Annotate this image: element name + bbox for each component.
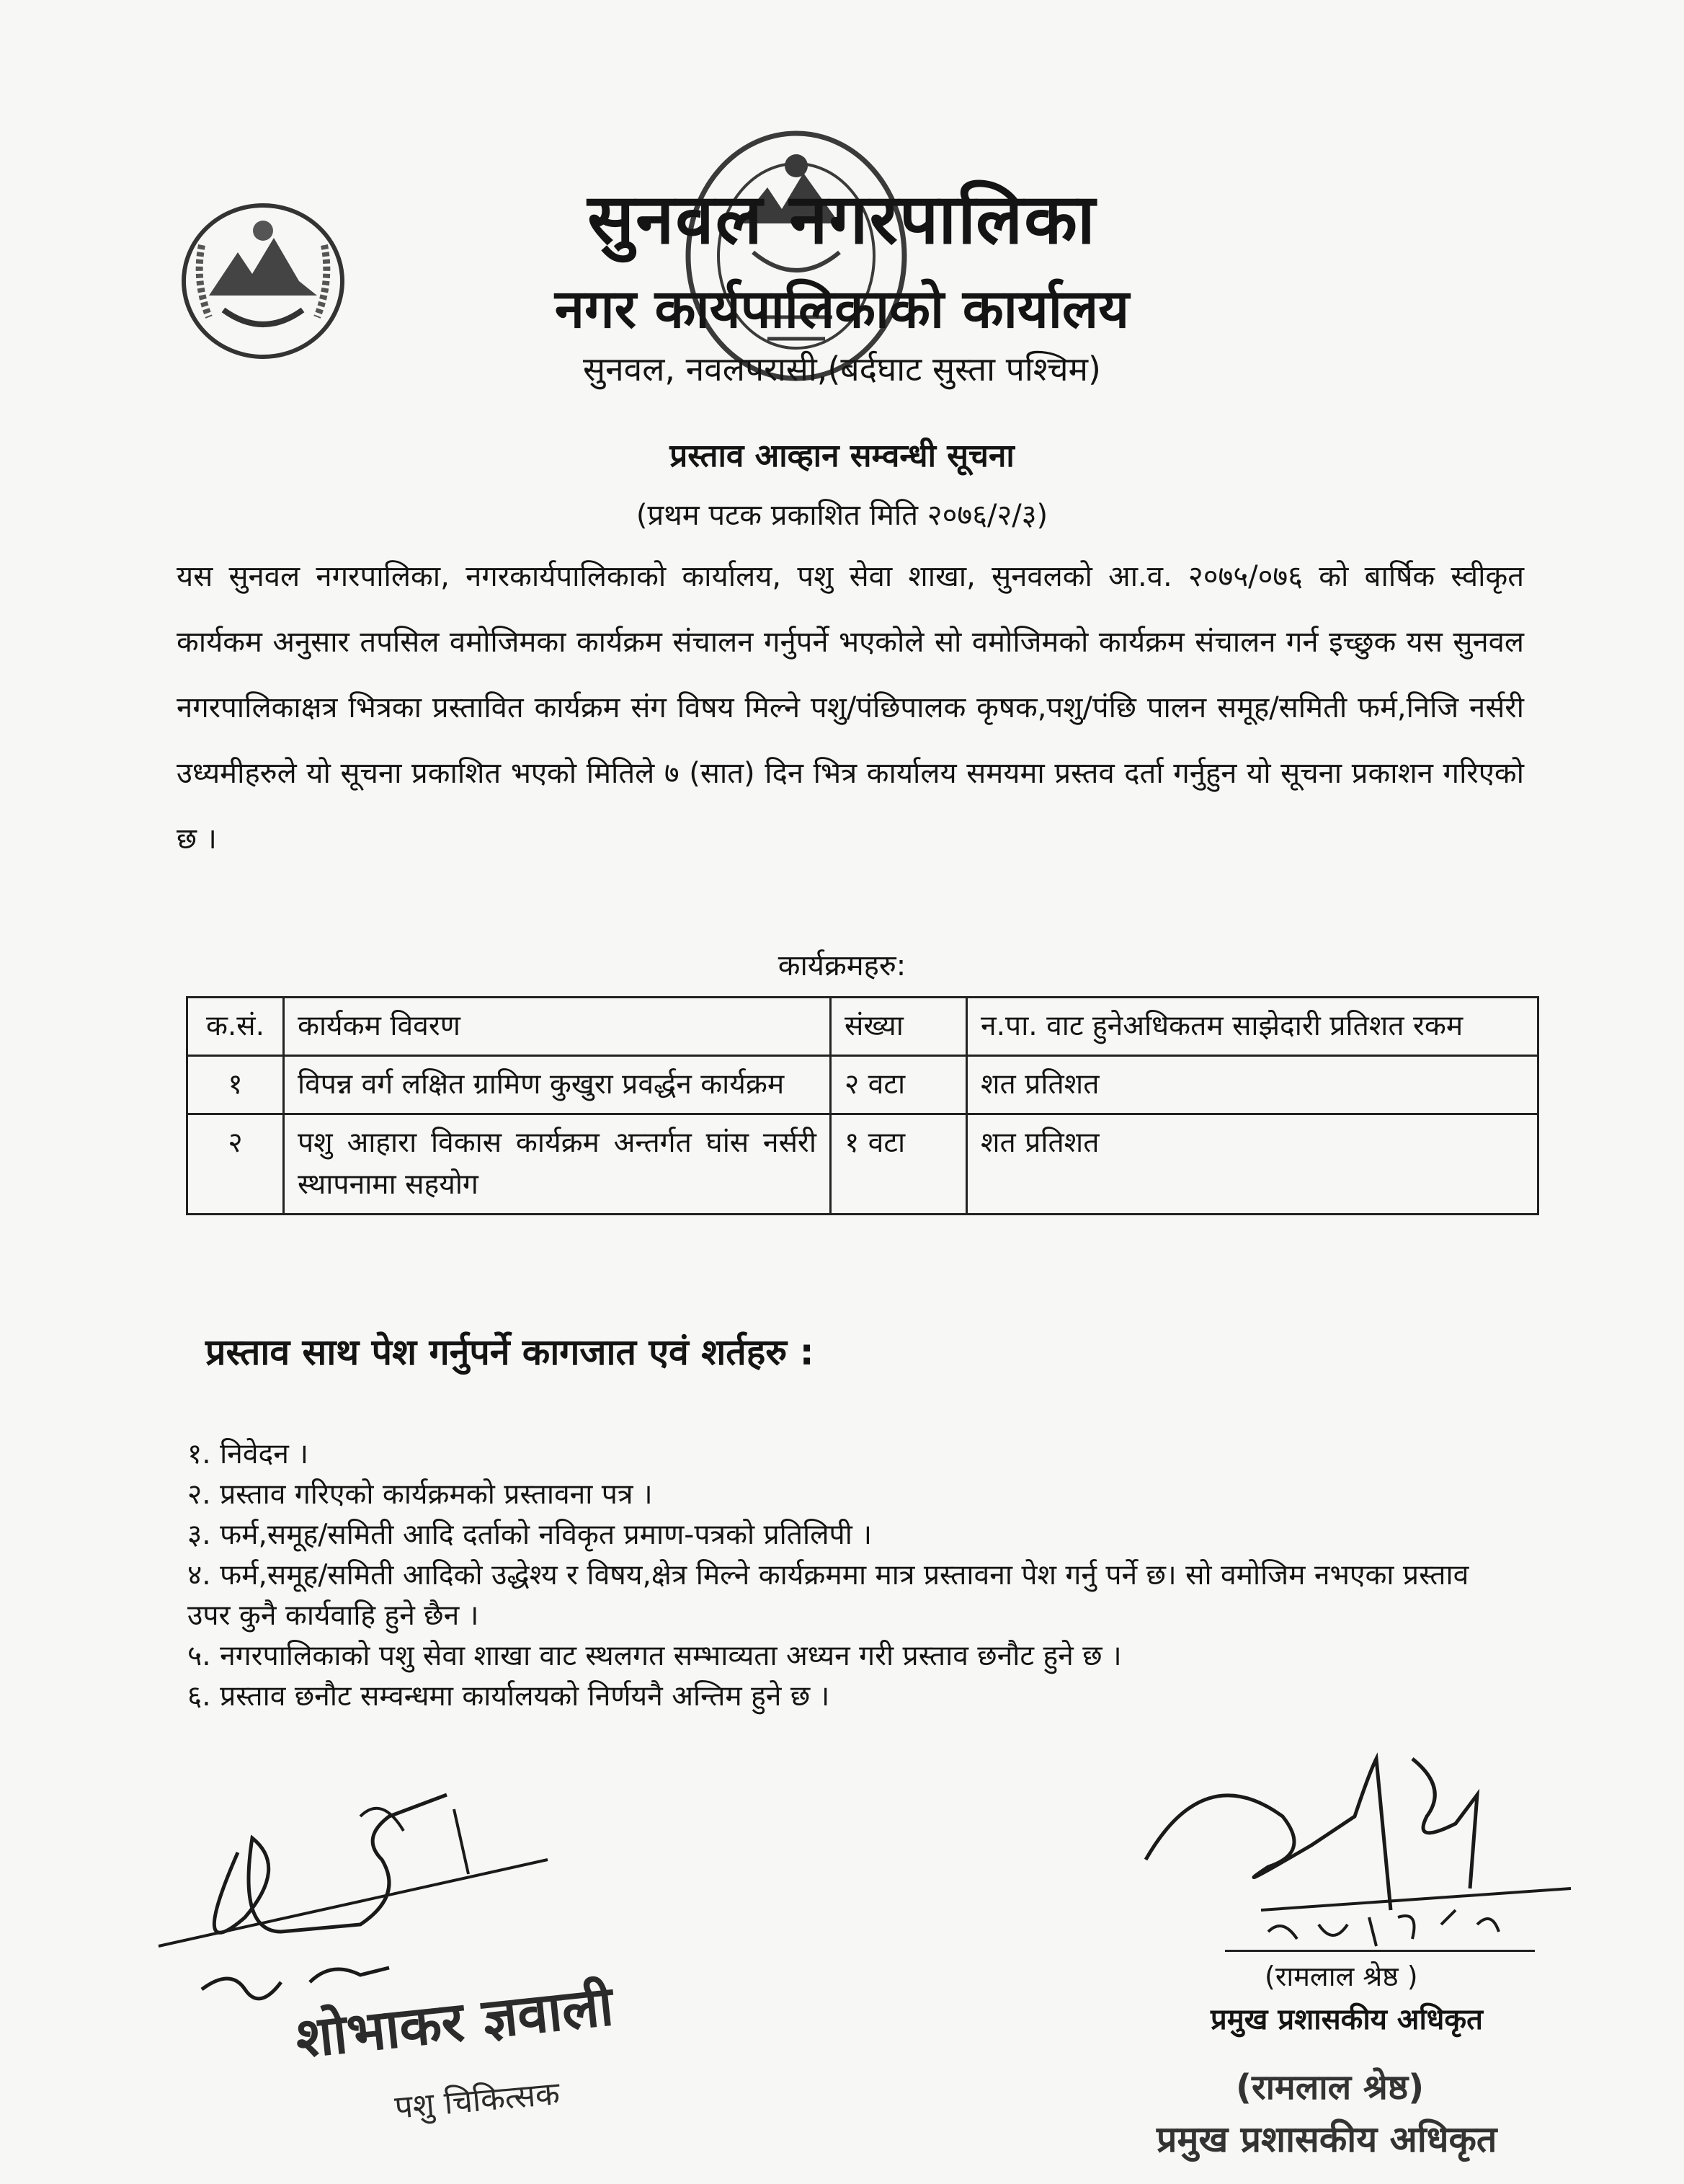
signatory-title: प्रमुख प्रशासकीय अधिकृत: [1211, 2003, 1483, 2036]
row-count: १ वटा: [831, 1114, 967, 1215]
row-serial: १: [187, 1056, 284, 1114]
left-stamp-name: शोभाकर ज्ञवाली: [292, 1973, 617, 2071]
row-share: शत प्रतिशत: [967, 1114, 1538, 1215]
right-stamp-name: (रामलाल श्रेष्ठ): [1236, 2067, 1425, 2108]
signature-line: [1225, 1950, 1535, 1952]
requirements-list: [187, 1434, 1470, 1717]
requirements-heading: प्रस्ताव साथ पेश गर्नुपर्ने कागजात एवं शर्तहरु :: [205, 1331, 814, 1373]
office-name: नगर कार्यपालिकाको कार्यालय: [554, 278, 1130, 340]
row-count: २ वटा: [831, 1056, 967, 1114]
publish-date: (प्रथम पटक प्रकाशित मिति २०७६/२/३): [636, 499, 1048, 532]
list-item: २. प्रस्ताव गरिएको कार्यक्रमको प्रस्तावना पत्र ।: [187, 1478, 653, 1511]
table-row: [187, 1056, 1538, 1114]
office-address: सुनवल, नवलपरासी,(बर्दघाट सुस्ता पश्चिम): [583, 350, 1101, 389]
notice-body: यस सुनवल नगरपालिका, नगरकार्यपालिकाको कार्यालय, पशु सेवा शाखा, सुनवलको आ.व. २०७५/०७६ को बार्षिक स्वीकृत कार्यकम अनुसार तपसिल वमोजिमका कार्यक्रम संचालन गर्नुपर्ने भएकोले सो वमोजिमको कार्यक्रम संचालन गर्न इच्छुक यस सुनवल नगरपालिकाक्षत्र भित्रका प्रस्तावित कार्यक्रम संग विषय मिल्ने पशु/पंछिपालक कृषक,पशु/पंछि पालन समूह/समिती फर्म,निजि नर्सरी उध्यमीहरुले यो सूचना प्रकाशित भएको मितिले ७ (सात) दिन भित्र कार्यालय समयमा प्रस्तव दर्ता गर्नुहुन यो सूचना प्रकाशन गरिएको छ ।: [177, 560, 1524, 856]
table-header-row: [187, 998, 1538, 1056]
table-row: [187, 1114, 1538, 1215]
right-stamp-title: प्रमुख प्रशासकीय अधिकृत: [1157, 2118, 1497, 2160]
list-item: ५. नगरपालिकाको पशु सेवा शाखा वाट स्थलगत सम्भाव्यता अध्यन गरी प्रस्ताव छनौट हुने छ ।: [187, 1640, 1122, 1672]
list-item: १. निवेदन ।: [187, 1438, 309, 1470]
left-stamp-title: पशु चिकित्सक: [393, 2074, 561, 2126]
header-share: न.पा. वाट हुनेअधिकतम साझेदारी प्रतिशत रकम: [967, 998, 1538, 1056]
programs-label: कार्यक्रमहरु:: [778, 949, 906, 982]
list-item: ६. प्रस्ताव छनौट सम्वन्धमा कार्यालयको निर्णयनै अन्तिम हुने छ ।: [187, 1680, 830, 1713]
header-serial: क.सं.: [187, 998, 284, 1056]
row-serial: २: [187, 1114, 284, 1215]
header-description: कार्यकम विवरण: [284, 998, 831, 1056]
list-item: ४. फर्म,समूह/समिती आदिको उद्धेश्य र विषय,क्षेत्र मिल्ने कार्यक्रममा मात्र प्रस्तावना पेश गर्नु पर्ने छ। सो वमोजिम नभएका प्रस्ताव उपर कुनै कार्यवाहि हुने छैन ।: [187, 1559, 1469, 1632]
municipality-name: सुनवल नगरपालिका: [587, 179, 1097, 259]
row-description: विपन्न वर्ग लक्षित ग्रामिण कुखुरा प्रवर्द्धन कार्यक्रम: [284, 1056, 831, 1114]
right-signature-icon: [1139, 1730, 1585, 1961]
notice-title: प्रस्ताव आव्हान सम्वन्धी सूचना: [669, 438, 1015, 474]
list-item: ३. फर्म,समूह/समिती आदि दर्ताको नविकृत प्रमाण-पत्रको प्रतिलिपी ।: [187, 1519, 872, 1551]
signatory-name: (रामलाल श्रेष्ठ ): [1265, 1961, 1418, 1992]
row-description: पशु आहारा विकास कार्यक्रम अन्तर्गत घांस नर्सरी स्थापनामा सहयोग: [284, 1114, 831, 1215]
row-share: शत प्रतिशत: [967, 1056, 1538, 1114]
programs-table: [186, 996, 1539, 1215]
header-count: संख्या: [831, 998, 967, 1056]
